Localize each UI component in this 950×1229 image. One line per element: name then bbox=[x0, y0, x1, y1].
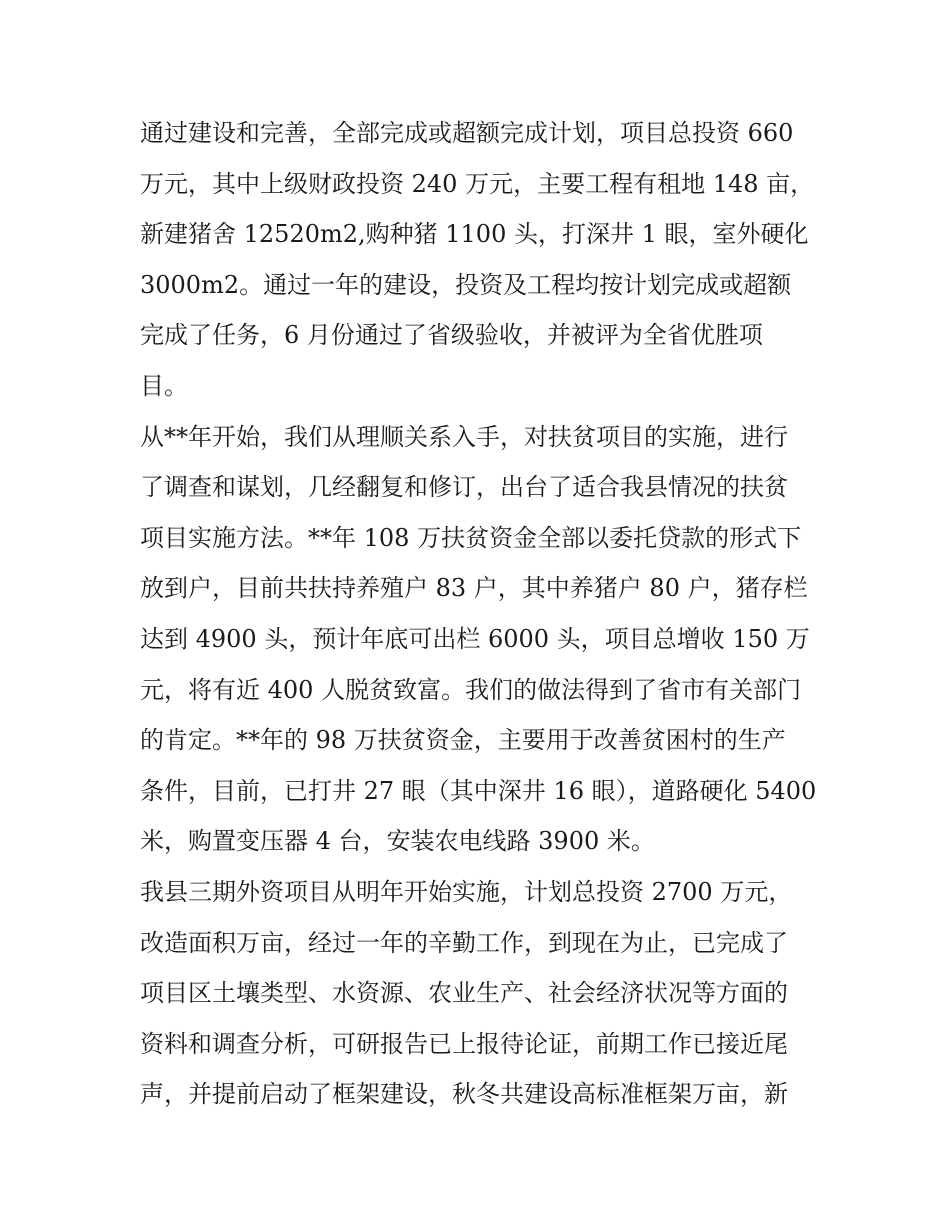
text-line: 条件，目前，已打井 27 眼（其中深井 16 眼），道路硬化 5400 bbox=[140, 776, 817, 805]
text-line: 项目实施方法。**年 108 万扶贫资金全部以委托贷款的形式下 bbox=[140, 523, 802, 552]
text-line: 了调查和谋划，几经翻复和修订，出台了适合我县情况的扶贫 bbox=[140, 473, 788, 502]
text-line: 我县三期外资项目从明年开始实施，计划总投资 2700 万元， bbox=[140, 877, 793, 906]
paragraph-foreign-investment bbox=[140, 867, 820, 1120]
text-line: 完成了任务，6 月份通过了省级验收，并被评为全省优胜项 bbox=[140, 321, 763, 350]
text-line: 万元，其中上级财政投资 240 万元，主要工程有租地 148 亩， bbox=[140, 169, 815, 198]
text-line: 达到 4900 头，预计年底可出栏 6000 头，项目总增收 150 万 bbox=[140, 624, 810, 653]
text-line: 米，购置变压器 4 台，安装农电线路 3900 米。 bbox=[140, 827, 655, 856]
paragraph-project-completion bbox=[140, 108, 820, 412]
text-line: 资料和调查分析，可研报告已上报待论证，前期工作已接近尾 bbox=[140, 1029, 788, 1058]
text-line: 放到户，目前共扶持养殖户 83 户，其中养猪户 80 户，猪存栏 bbox=[140, 574, 808, 603]
text-line: 从**年开始，我们从理顺关系入手，对扶贫项目的实施，进行 bbox=[140, 422, 788, 451]
text-line: 元，将有近 400 人脱贫致富。我们的做法得到了省市有关部门 bbox=[140, 675, 802, 704]
text-line: 3000m2。通过一年的建设，投资及工程均按计划完成或超额 bbox=[140, 270, 792, 299]
text-line: 项目区土壤类型、水资源、农业生产、社会经济状况等方面的 bbox=[140, 979, 788, 1008]
text-line: 目。 bbox=[140, 371, 188, 400]
text-line: 声，并提前启动了框架建设，秋冬共建设高标准框架万亩，新 bbox=[140, 1080, 788, 1109]
document-body bbox=[140, 108, 820, 1120]
text-line: 新建猪舍 12520m2,购种猪 1100 头，打深井 1 眼，室外硬化 bbox=[140, 220, 809, 249]
text-line: 的肯定。**年的 98 万扶贫资金，主要用于改善贫困村的生产 bbox=[140, 726, 786, 755]
text-line: 通过建设和完善，全部完成或超额完成计划，项目总投资 660 bbox=[140, 119, 794, 147]
text-line: 改造面积万亩，经过一年的辛勤工作，到现在为止，已完成了 bbox=[140, 928, 788, 957]
paragraph-poverty-alleviation bbox=[140, 412, 820, 867]
